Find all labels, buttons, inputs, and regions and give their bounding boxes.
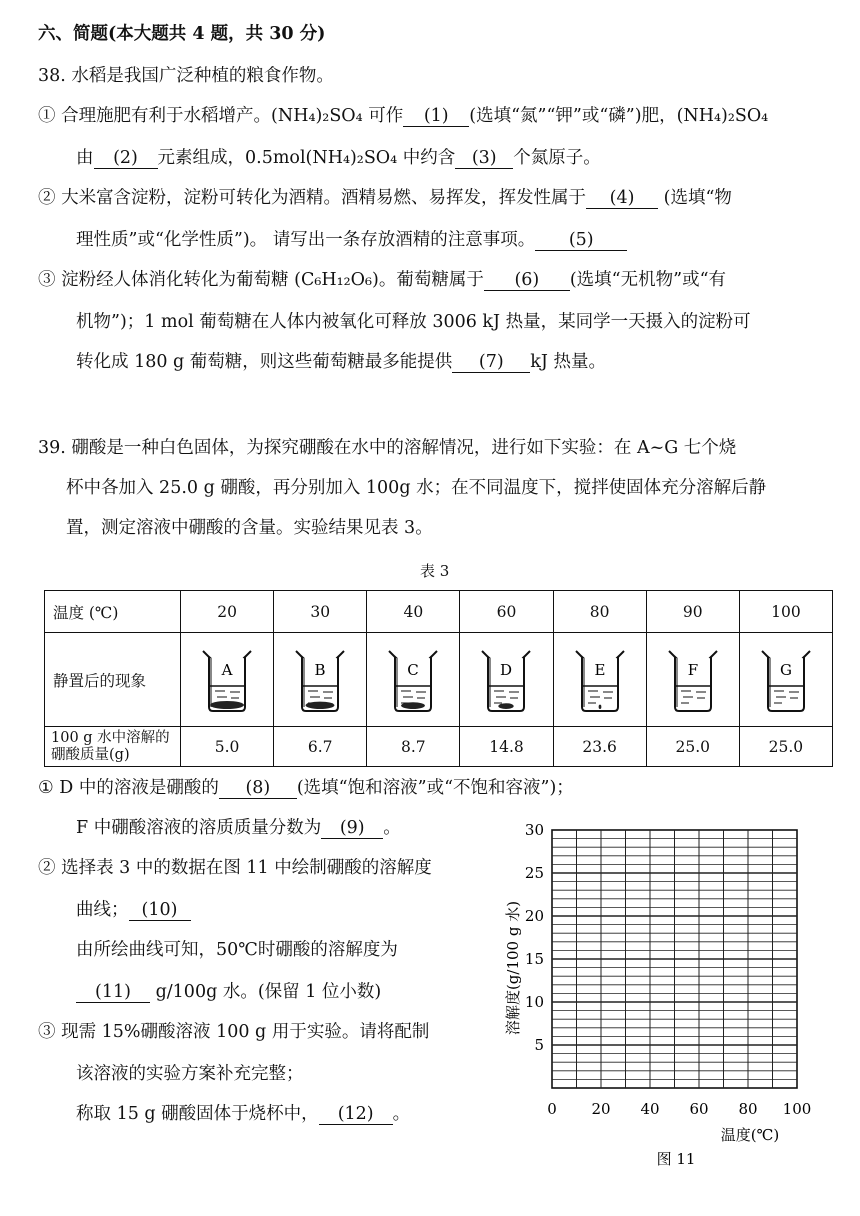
- table-caption: 表 3: [420, 562, 450, 580]
- beaker-cell: [646, 633, 739, 727]
- y-tick-label: 20: [524, 907, 544, 925]
- x-tick-label: 0: [547, 1100, 557, 1118]
- q38-part1-line2: 由 (2) 元素组成，0.5mol(NH₄)₂SO₄ 中约含 (3) 个氮原子。: [76, 148, 601, 168]
- blank-2[interactable]: (2): [94, 148, 158, 169]
- beaker-label: F: [687, 660, 698, 679]
- figure-caption: 图 11: [656, 1150, 696, 1168]
- beaker-cell: [181, 633, 274, 727]
- mass-cell: 14.8: [460, 727, 553, 767]
- mass-cell: 8.7: [367, 727, 460, 767]
- beaker-label: G: [779, 660, 792, 679]
- beaker-icon: [197, 645, 257, 715]
- y-tick-label: 30: [524, 821, 544, 839]
- blank-5[interactable]: (5): [535, 230, 627, 251]
- q38-stem: 38. 水稻是我国广泛种植的粮食作物。: [38, 66, 334, 86]
- mass-cell: 23.6: [553, 727, 646, 767]
- mass-cell: 25.0: [646, 727, 739, 767]
- q39-sub2-line2: 曲线； (10): [76, 898, 191, 922]
- experiment-table: [44, 590, 833, 767]
- beaker-icon: [756, 645, 816, 715]
- q38-part1-line1: ① 合理施肥有利于水稻增产。(NH₄)₂SO₄ 可作 (1) (选填“氮”“钾”或“磷”)肥，(NH₄)₂SO₄: [38, 106, 769, 126]
- sediment: [306, 701, 335, 708]
- beaker-cell: [274, 633, 367, 727]
- blank-1[interactable]: (1): [403, 106, 469, 127]
- blank-12[interactable]: (12): [319, 1104, 393, 1125]
- beaker-label: B: [314, 660, 326, 679]
- y-tick-label: 5: [534, 1036, 544, 1054]
- temp-cell: 20: [181, 591, 274, 633]
- q38-part3-line2: 机物”)；1 mol 葡萄糖在人体内被氧化可释放 3006 kJ 热量，某同学一天摄入的淀粉可: [76, 312, 751, 332]
- beaker-label: C: [407, 660, 420, 679]
- blank-11[interactable]: (11): [76, 982, 150, 1003]
- sediment: [210, 701, 244, 709]
- mass-header: 100 g 水中溶解的 硼酸质量(g): [45, 727, 181, 767]
- blank-10[interactable]: (10): [129, 900, 191, 921]
- temperature-header: 温度 (℃): [45, 591, 181, 633]
- sediment: [598, 704, 601, 708]
- x-tick-label: 80: [738, 1100, 758, 1118]
- beaker-label: E: [594, 660, 606, 679]
- beaker-label: D: [500, 660, 513, 679]
- q39-sub3-line3: 称取 15 g 硼酸固体于烧杯中， (12) 。: [76, 1104, 411, 1124]
- q39-sub3-line2: 该溶液的实验方案补充完整；: [76, 1064, 304, 1084]
- mass-cell: 6.7: [274, 727, 367, 767]
- q39-stem-line2: 杯中各加入 25.0 g 硼酸，再分别加入 100g 水；在不同温度下，搅拌使固体充分溶解后静: [66, 478, 767, 498]
- beaker-icon: [476, 645, 536, 715]
- q39-sub3-line1: ③ 现需 15%硼酸溶液 100 g 用于实验。请将配制: [38, 1022, 430, 1042]
- q39-sub2-line3: 由所绘曲线可知，50℃时硼酸的溶解度为: [76, 940, 398, 960]
- beaker-icon: [663, 645, 723, 715]
- x-tick-label: 40: [640, 1100, 660, 1118]
- section-title: 六、简题(本大题共 4 题，共 30 分): [38, 24, 326, 44]
- y-tick-label: 10: [524, 993, 544, 1011]
- temp-cell: 40: [367, 591, 460, 633]
- q38-part3-line3: 转化成 180 g 葡萄糖，则这些葡萄糖最多能提供 (7) kJ 热量。: [76, 352, 606, 372]
- q39-stem-line1: 39. 硼酸是一种白色固体，为探究硼酸在水中的溶解情况，进行如下实验：在 A~G 七个烧: [38, 438, 737, 458]
- q38-part3-line1: ③ 淀粉经人体消化转化为葡萄糖 (C₆H₁₂O₆)。葡萄糖属于 (6) (选填“无机物”或“有: [38, 270, 727, 290]
- mass-cell: 5.0: [181, 727, 274, 767]
- q39-sub2-line4: (11) g/100g 水。(保留 1 位小数): [76, 980, 381, 1004]
- blank-9[interactable]: (9): [321, 818, 383, 839]
- phenomenon-header: 静置后的现象: [45, 633, 181, 727]
- sediment: [401, 702, 425, 709]
- beaker-label: A: [221, 660, 233, 679]
- q38-part2-line1: ② 大米富含淀粉，淀粉可转化为酒精。酒精易燃、易挥发，挥发性属于 (4) (选填“物: [38, 188, 732, 208]
- q39-sub2-line1: ② 选择表 3 中的数据在图 11 中绘制硼酸的溶解度: [38, 858, 432, 878]
- beaker-icon: [290, 645, 350, 715]
- q39-sub1-line1: ① D 中的溶液是硼酸的 (8) (选填“饱和溶液”或“不饱和容液”)；: [38, 778, 574, 798]
- q39-sub1-line2: F 中硼酸溶液的溶质质量分数为 (9) 。: [76, 818, 401, 838]
- q38-part2-line2: 理性质”或“化学性质”)。 请写出一条存放酒精的注意事项。 (5): [76, 228, 627, 252]
- sediment: [499, 703, 514, 709]
- temp-cell: 30: [274, 591, 367, 633]
- y-tick-label: 15: [524, 950, 544, 968]
- blank-3[interactable]: (3): [455, 148, 513, 169]
- solubility-grid-chart: [496, 818, 836, 1178]
- beaker-icon: [570, 645, 630, 715]
- x-axis-ticks: [547, 1100, 811, 1118]
- blank-6[interactable]: (6): [484, 270, 570, 291]
- blank-7[interactable]: (7): [452, 352, 530, 373]
- temp-cell: 80: [553, 591, 646, 633]
- beaker-cell: [367, 633, 460, 727]
- temp-cell: 100: [739, 591, 832, 633]
- blank-8[interactable]: (8): [219, 778, 297, 799]
- mass-cell: 25.0: [739, 727, 832, 767]
- x-axis-label: 温度(℃): [720, 1126, 780, 1144]
- y-tick-label: 25: [524, 864, 544, 882]
- temp-cell: 90: [646, 591, 739, 633]
- x-tick-label: 60: [689, 1100, 709, 1118]
- y-axis-label: 溶解度(g/100 g 水): [504, 900, 522, 1036]
- grid-lines: [552, 830, 797, 1088]
- temp-cell: 60: [460, 591, 553, 633]
- q39-stem-line3: 置，测定溶液中硼酸的含量。实验结果见表 3。: [66, 518, 433, 538]
- y-axis-ticks: [525, 821, 544, 1054]
- x-tick-label: 20: [591, 1100, 611, 1118]
- beaker-cell: [739, 633, 832, 727]
- x-tick-label: 100: [782, 1100, 812, 1118]
- beaker-cell: [553, 633, 646, 727]
- beaker-icon: [383, 645, 443, 715]
- blank-4[interactable]: (4): [586, 188, 658, 209]
- beaker-cell: [460, 633, 553, 727]
